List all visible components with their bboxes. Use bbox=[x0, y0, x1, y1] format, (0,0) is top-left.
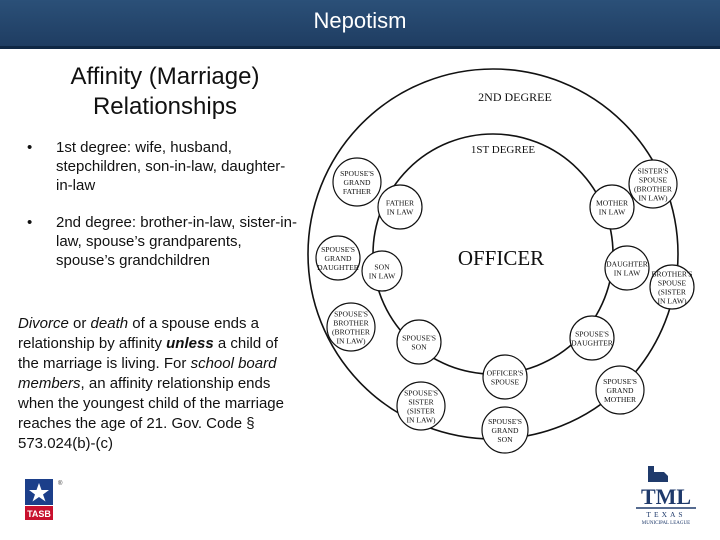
tasb-logo bbox=[24, 478, 64, 529]
node-label-line: IN LAW bbox=[598, 207, 626, 217]
node-label-line: DAUGHTER bbox=[571, 338, 613, 348]
node-label-line: SPOUSE'S bbox=[488, 417, 522, 426]
node-label-line: (BROTHER bbox=[332, 327, 370, 337]
node-label-line: SPOUSE'S bbox=[575, 329, 609, 339]
node-label-line: SPOUSE'S bbox=[404, 388, 438, 398]
node-label-line: IN LAW bbox=[613, 268, 641, 278]
first-degree-term: 1st degree: bbox=[56, 139, 132, 156]
node-label-line: IN LAW) bbox=[657, 296, 687, 306]
tasb-logo-text: TASB bbox=[27, 509, 51, 519]
node-label-line: GRAND bbox=[343, 178, 371, 187]
affinity-note bbox=[18, 314, 298, 454]
tml-logo-mark bbox=[630, 460, 702, 526]
note-school-board: school board members bbox=[18, 355, 277, 392]
node-spouses-daughter bbox=[570, 316, 614, 360]
node-label-line: GRAND bbox=[491, 426, 519, 435]
node-label-line: GRAND bbox=[606, 386, 634, 395]
node-label-line: SON bbox=[411, 342, 427, 352]
note-divorce: Divorce bbox=[18, 315, 69, 332]
node-label-line: FATHER bbox=[342, 187, 372, 196]
node-mother-in-law bbox=[590, 185, 634, 229]
note-text-child: a child of the marriage is living. For bbox=[18, 335, 278, 372]
node-spouses-son bbox=[397, 320, 441, 364]
bullet-marker: • bbox=[27, 139, 33, 156]
node-label-line: BROTHER bbox=[333, 318, 369, 328]
node-label-line: DAUGHTER bbox=[317, 263, 359, 272]
note-text-rule: , an affinity relationship ends when the youngest child of the marriage reaches the age of 21. Gov. Code § 573.024(b)-(c) bbox=[18, 375, 284, 452]
tml-logo-text: TML bbox=[640, 484, 692, 509]
list-item-first-degree bbox=[20, 138, 300, 195]
subtitle-line-1: Affinity (Marriage) bbox=[70, 63, 260, 90]
bullet-marker: • bbox=[27, 214, 33, 231]
node-label-line: SPOUSE bbox=[490, 377, 520, 387]
degree-list bbox=[20, 138, 300, 288]
node-label-line: SPOUSE'S bbox=[402, 333, 436, 343]
tml-subtext-texas: TEXAS bbox=[646, 510, 686, 519]
tml-logo bbox=[630, 460, 702, 531]
node-label-line: MOTHER bbox=[595, 198, 629, 208]
node-label-line: BROTHER'S bbox=[651, 269, 693, 279]
node-father-in-law bbox=[378, 185, 422, 229]
node-label-line: SON bbox=[497, 435, 513, 444]
tasb-logo-mark bbox=[24, 478, 64, 524]
note-text-or: or bbox=[68, 315, 91, 332]
second-degree-ring-label: 2ND DEGREE bbox=[478, 90, 552, 104]
node-label-line: OFFICER'S bbox=[486, 368, 524, 378]
node-spouses-grandfather bbox=[333, 158, 381, 206]
subtitle-line-2: Relationships bbox=[92, 93, 238, 120]
node-daughter-in-law bbox=[605, 246, 649, 290]
node-label-line: MOTHER bbox=[603, 395, 637, 404]
node-label-line: (SISTER bbox=[407, 406, 435, 416]
node-label-line: SPOUSE'S bbox=[321, 245, 355, 254]
node-label-line: IN LAW) bbox=[336, 336, 366, 346]
node-label-line: IN LAW bbox=[386, 207, 414, 217]
note-unless: unless bbox=[166, 335, 214, 352]
node-brothers-spouse bbox=[650, 265, 694, 309]
note-text-ends: of a spouse ends a relationship by affinity bbox=[18, 315, 260, 352]
node-label-line: SON bbox=[374, 262, 390, 272]
node-spouses-grandson bbox=[482, 407, 528, 453]
node-label-line: SPOUSE bbox=[657, 278, 687, 288]
node-label-line: SPOUSE bbox=[638, 175, 668, 185]
node-label-line: SISTER'S bbox=[637, 166, 669, 176]
note-death: death bbox=[90, 315, 129, 332]
registered-mark: ® bbox=[58, 481, 63, 487]
node-spouses-grandmother bbox=[596, 366, 644, 414]
second-degree-term: 2nd degree: bbox=[56, 214, 137, 231]
node-officers-spouse bbox=[483, 355, 527, 399]
second-degree-text: brother-in-law, sister-in-law, spouse’s grandparents, spouse’s grandchildren bbox=[56, 214, 297, 269]
node-label-line: IN LAW bbox=[368, 271, 396, 281]
page-title: Nepotism bbox=[313, 8, 407, 33]
node-spouses-sister bbox=[397, 382, 445, 430]
list-item-second-degree bbox=[20, 213, 300, 270]
node-label-line: GRAND bbox=[324, 254, 352, 263]
affinity-degree-diagram bbox=[305, 62, 695, 462]
node-label-line: SPOUSE'S bbox=[340, 169, 374, 178]
officer-center-label: OFFICER bbox=[457, 246, 545, 270]
node-label-line: DAUGHTER bbox=[606, 259, 648, 269]
node-label-line: SPOUSE'S bbox=[603, 377, 637, 386]
node-spouses-brother bbox=[327, 303, 375, 351]
node-label-line: SPOUSE'S bbox=[334, 309, 368, 319]
node-sisters-spouse bbox=[629, 160, 677, 208]
node-son-in-law bbox=[362, 251, 402, 291]
first-degree-ring-label: 1ST DEGREE bbox=[470, 144, 536, 156]
node-label-line: IN LAW) bbox=[638, 193, 668, 203]
section-subtitle bbox=[30, 62, 300, 122]
node-spouses-granddaughter bbox=[316, 236, 360, 280]
tml-subtext-league: MUNICIPAL LEAGUE bbox=[641, 521, 691, 526]
node-label-line: FATHER bbox=[385, 198, 415, 208]
first-degree-text: wife, husband, stepchildren, son-in-law, daughter-in-law bbox=[56, 139, 286, 194]
node-label-line: (BROTHER bbox=[634, 184, 672, 194]
node-label-line: SISTER bbox=[408, 397, 434, 407]
texas-shape-icon bbox=[648, 466, 668, 482]
header-banner bbox=[0, 0, 720, 49]
node-label-line: IN LAW) bbox=[406, 415, 436, 425]
node-label-line: (SISTER bbox=[658, 287, 686, 297]
relation-nodes bbox=[316, 158, 694, 453]
